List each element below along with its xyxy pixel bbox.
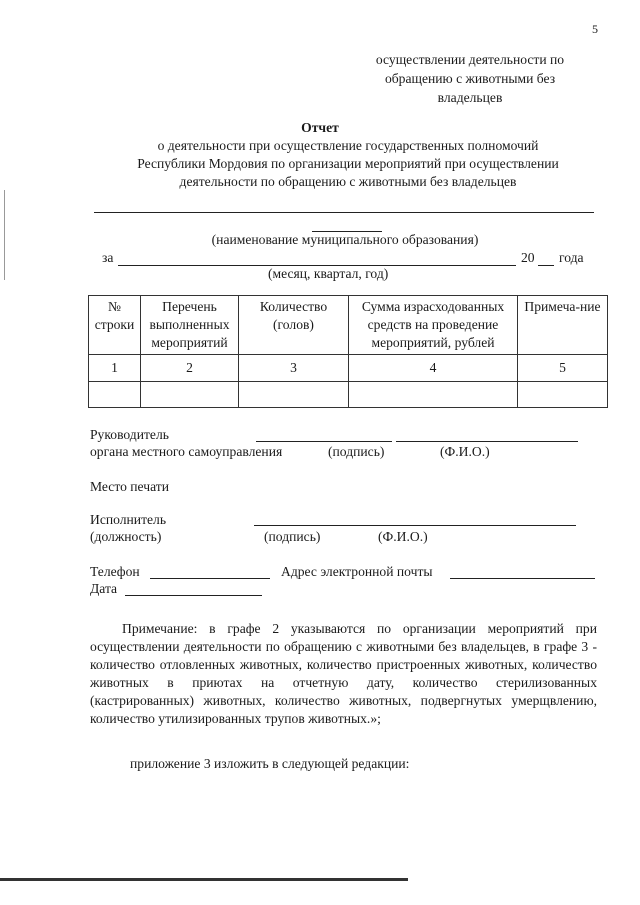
head-title: Руководитель [90,427,169,442]
header-right-block [360,50,580,107]
report-title: Отчет [301,120,339,135]
empty-cell[interactable] [349,382,518,408]
empty-cell[interactable] [518,382,608,408]
column-number-cell: 2 [141,355,239,382]
executor-line[interactable] [254,525,576,526]
column-number-cell: 5 [518,355,608,382]
executor-signature-caption: (подпись) [264,529,321,544]
year-line[interactable] [538,265,554,266]
empty-cell[interactable] [239,382,349,408]
header-line: обращению с животными без [384,71,556,86]
name-caption: (Ф.И.О.) [440,444,490,459]
header-cell: № строки [89,296,141,355]
column-number-cell: 1 [89,355,141,382]
report-subtitle [108,137,588,191]
head-name-line[interactable] [396,441,578,442]
empty-cell[interactable] [89,382,141,408]
header-line: владельцев [437,90,503,105]
table-number-row [89,355,608,382]
executor-position: (должность) [90,529,162,544]
date-label: Дата [90,581,118,596]
signature-caption: (подпись) [328,444,385,459]
scan-margin-mark [4,190,5,280]
scan-edge-mark [0,878,408,881]
table-empty-row [89,382,608,408]
empty-cell[interactable] [141,382,239,408]
date-line[interactable] [125,595,262,596]
column-number-cell: 3 [239,355,349,382]
header-cell: Примеча-ние [518,296,608,355]
header-cell: Сумма израсходованных средств на проведение мероприятий, рублей [349,296,518,355]
note-paragraph: Примечание: в графе 2 указываются по организации мероприятий при осуществлении деятельности по обращению с животными без владельцев, в графе 3 - количество отловленных животных, количество пристроенных животных, количество животных в приютах на отчетную дату, количество стерилизованных (кастрированных) животных, количество животных, подвергнутых умерщвлению, количество утилизированных трупов животных.»; [90,621,597,726]
head-signature-line[interactable] [256,441,392,442]
note-block [90,620,597,728]
email-label: Адрес электронной почты [281,564,433,579]
phone-label: Телефон [90,564,140,579]
subtitle-line: о деятельности при осуществление государственных полномочий [157,138,539,153]
page-number: 5 [592,22,598,36]
header-cell: Перечень выполненных мероприятий [141,296,239,355]
phone-line[interactable] [150,578,270,579]
period-caption: (месяц, квартал, год) [268,266,389,281]
executor-title: Исполнитель [90,512,167,527]
header-cell: Количество (голов) [239,296,349,355]
column-number-cell: 4 [349,355,518,382]
executor-name-caption: (Ф.И.О.) [378,529,428,544]
stamp-label: Место печати [90,479,169,494]
municipality-caption: (наименование муниципального образования) [211,232,479,247]
year-suffix: года [559,250,584,265]
subtitle-line: деятельности по обращению с животными без владельцев [179,174,517,189]
municipality-line[interactable] [94,212,594,213]
subtitle-line: Республики Мордовия по организации мероприятий при осуществлении [137,156,559,171]
header-line: осуществлении деятельности по [375,52,565,67]
table-header-row [89,296,608,355]
period-prefix: за [102,250,114,265]
email-line[interactable] [450,578,595,579]
report-table [88,295,608,408]
head-organ: органа местного самоуправления [90,444,283,459]
year-prefix: 20 [521,250,535,265]
appendix-instruction: приложение 3 изложить в следующей редакции: [130,756,410,771]
